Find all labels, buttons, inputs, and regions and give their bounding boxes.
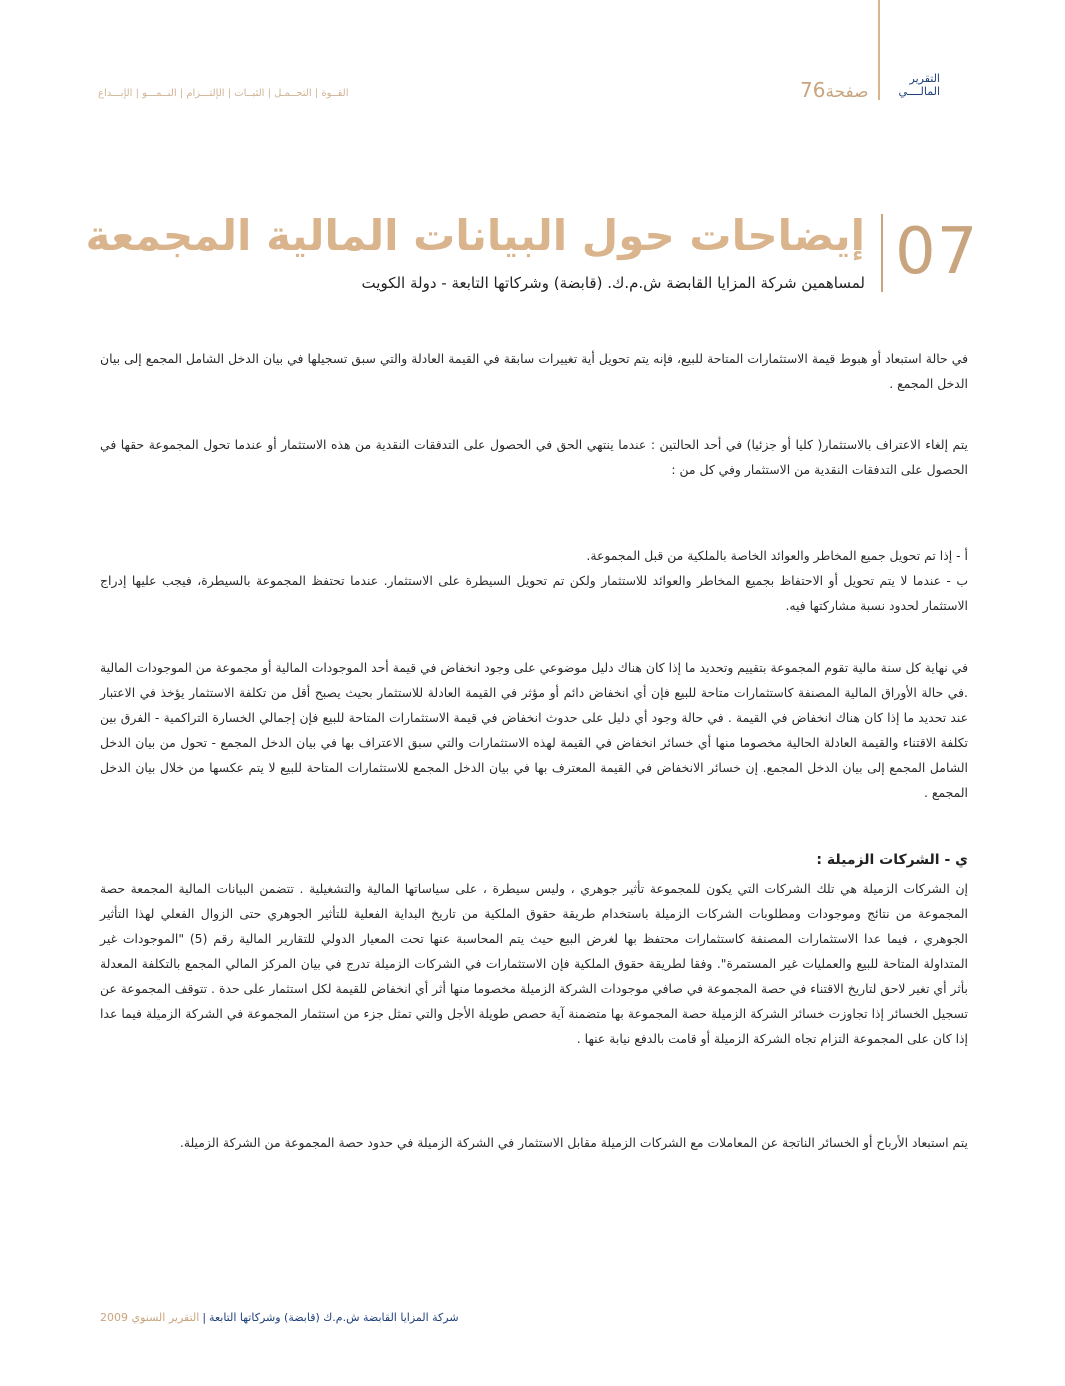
report-label	[888, 72, 940, 98]
paragraph-impairment: في نهاية كل سنة مالية تقوم المجموعة بتقييم وتحديد ما إذا كان هناك دليل موضوعي على وجود انخفاض في قيمة أحد الموجودات المالية أو مجموعة من الموجودات المالية .في حالة الأوراق المالية المصنفة كاستثمارات متاحة للبيع فإن أي انخفاض دائم أو مؤثر في القيمة العادلة للاستثمار بحيث يصبح أقل من تكلفة الاستثمار يؤخذ في الاعتبار عند تحديد ما إذا كان هناك انخفاض في القيمة . في حالة وجود أي دليل على حدوث انخفاض في قيمة الاستثمارات المتاحة للبيع فإن إجمالي الخسارة التراكمية - الفرق بين تكلفة الاقتناء والقيمة العادلة الحالية مخصوما منها أي خسائر انخفاض في القيمة لهذه الاستثمارات والتي سبق الاعتراف بها في بيان الدخل المجمع - تحول من بيان الدخل الشامل المجمع إلى بيان الدخل المجمع. إن خسائر الانخفاض في القيمة المعترف بها في بيان الدخل المجمع للاستثمارات المتاحة للبيع لا يتم عكسها من خلال بيان الدخل المجمع .	[100, 660, 968, 800]
paragraph-derecognition: يتم إلغاء الاعتراف بالاستثمار( كليا أو جزئيا) في أحد الحالتين : عندما ينتهي الحق في الحصول على التدفقات النقدية من هذه الاستثمار أو عندما تحول المجموعة حقها في الحصول على التدفقات النقدية من الاستثمار وفي كل من :	[100, 437, 968, 477]
list-item-b: ب - عندما لا يتم تحويل أو الاحتفاظ بجميع المخاطر والعوائد للاستثمار ولكن تم تحويل السيطرة على الاستثمار. عندما تحتفظ المجموعة بالسيطرة، فيجب عليها إدراج الاستثمار لحدود نسبة مشاركتها فيه.	[100, 573, 968, 613]
header-divider-line	[878, 0, 880, 100]
paragraph-associates: إن الشركات الزميلة هي تلك الشركات التي يكون للمجموعة تأثير جوهري ، وليس سيطرة ، على سياساتها المالية والتشغيلية . تتضمن البيانات المالية المجمعة حصة المجموعة من نتائج وموجودات ومطلوبات الشركات الزميلة باستخدام طريقة حقوق الملكية من تاريخ البداية الفعلية للتأثير الجوهري حتى الزوال الفعلي لهذا التأثير الجوهري ، فيما عدا الاستثمارات المصنفة كاستثمارات محتفظ بها لغرض البيع حيث يتم المحاسبة عنها تحت المعيار الدولي للتقارير المالية رقم (5) "الموجودات غير المتداولة المتاحة للبيع والعمليات غير المستمرة". وفقا لطريقة حقوق الملكية فإن الاستثمارات في الشركات الزميلة تدرج في بيان المركز المالي المجمع بالتكلفة المعدلة بأثر أي تغير لاحق لتاريخ الاقتناء في حصة المجموعة في صافي موجودات الشركة الزميلة مخصوما منها أثر أي انخفاض للقيمة لكل استثمار على حدة . تتوقف المجموعة عن تسجيل الخسائر إذا تجاوزت خسائر الشركة الزميلة حصة المجموعة بها متضمنة آية حصص طويلة الأجل والتي تمثل جزء من استثمار المجموعة في الشركة الزميلة فيما عدا إذا كان على المجموعة التزام تجاه الشركة الزميلة أو قامت بالدفع نيابة عنها .	[100, 881, 968, 1046]
title-divider-bar	[881, 214, 883, 292]
page-footer	[100, 1311, 500, 1324]
report-label-line1: التقرير	[909, 72, 940, 85]
footer-report-title: التقرير السنوي 2009	[100, 1311, 200, 1324]
page-title: إيضاحات حول البيانات المالية المجمعة	[85, 211, 865, 260]
header-values-tagline: القــوة | التحــمـل | الثبــات | الإلتـــزام | النــمـــو | الإبـــداع	[98, 88, 349, 99]
page-label: صفحة	[825, 82, 869, 102]
paragraph-associates-eliminations: يتم استبعاد الأرباح أو الخسائر الناتجة عن المعاملات مع الشركات الزميلة مقابل الاستثمار في الشركة الزميلة في حدود حصة المجموعة من الشركة الزميلة.	[179, 1135, 968, 1150]
page-number-block	[800, 78, 869, 102]
derecognition-list	[100, 543, 968, 618]
list-item-a: أ - إذا تم تحويل جميع المخاطر والعوائد الخاصة بالملكية من قبل المجموعة.	[586, 548, 968, 563]
report-label-line2: المالــــي	[898, 85, 940, 98]
footer-separator: |	[202, 1311, 207, 1324]
paragraph-fair-value-transfer: في حالة استبعاد أو هبوط قيمة الاستثمارات المتاحة للبيع، فإنه يتم تحويل أية تغييرات سابقة في القيمة العادلة والتي سبق تسجيلها في بيان الدخل الشامل المجمع إلى بيان الدخل المجمع .	[100, 351, 968, 391]
page-subtitle: لمساهمين شركة المزايا القابضة ش.م.ك. (قابضة) وشركاتها التابعة - دولة الكويت	[361, 274, 865, 292]
section-number: 07	[895, 215, 979, 289]
footer-company: شركة المزايا القابضة ش.م.ك (قابضة) وشركاتها التابعة	[209, 1311, 459, 1324]
heading-associates: ي - الشركات الزميلة :	[816, 852, 968, 868]
page-number: 76	[800, 78, 826, 102]
